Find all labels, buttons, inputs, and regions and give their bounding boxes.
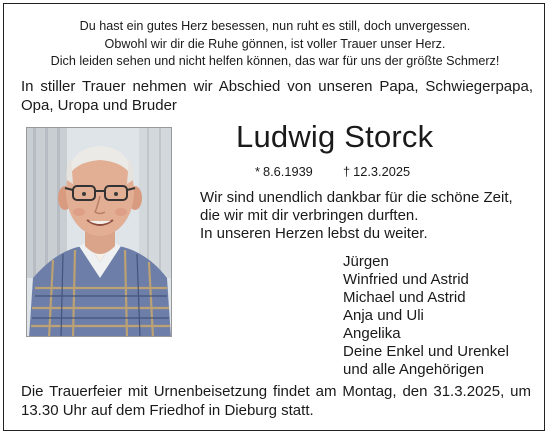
portrait-photo [26, 127, 172, 337]
death-cross-icon: † [343, 164, 351, 179]
deceased-name: Ludwig Storck [236, 119, 434, 154]
thanks-text [200, 189, 530, 243]
mourner-name: Winfried und Astrid [343, 271, 469, 288]
poem-line: Dich leiden sehen und nicht helfen können, das war für uns der größte Schmerz! [50, 54, 500, 68]
thanks-line: Wir sind unendlich dankbar für die schöne Zeit, [200, 189, 513, 206]
thanks-line: die wir mit dir verbringen durften. [200, 207, 419, 224]
portrait-illustration [27, 128, 172, 337]
mourner-name: Angelika [343, 325, 401, 342]
mourner-name: Deine Enkel und Urenkel [343, 343, 509, 360]
service-announcement: Die Trauerfeier mit Urnenbeisetzung findet am Montag, den 31.3.2025, um 13.30 Uhr auf dem Friedhof in Dieburg statt. [21, 383, 531, 419]
intro-text: In stiller Trauer nehmen wir Abschied von unseren Papa, Schwiegerpapa, Opa, Uropa und Bruder [21, 78, 533, 114]
mourner-name: Anja und Uli [343, 307, 424, 324]
poem-line: Obwohl wir dir die Ruhe gönnen, ist voller Trauer unser Herz. [104, 36, 446, 51]
death-date-value: 12.3.2025 [353, 164, 411, 179]
memorial-poem [0, 18, 550, 71]
death-date [343, 164, 410, 179]
thanks-line: In unseren Herzen lebst du weiter. [200, 225, 428, 242]
birth-symbol: * [255, 164, 260, 179]
birth-date-value: 8.6.1939 [262, 164, 313, 179]
mourner-name: Michael und Astrid [343, 289, 466, 306]
birth-date [255, 164, 313, 179]
mourner-name: Jürgen [343, 253, 389, 270]
poem-line: Du hast ein gutes Herz besessen, nun ruht es still, doch unvergessen. [79, 19, 471, 33]
mourner-name: und alle Angehörigen [343, 361, 484, 378]
mourners-list [343, 253, 533, 379]
